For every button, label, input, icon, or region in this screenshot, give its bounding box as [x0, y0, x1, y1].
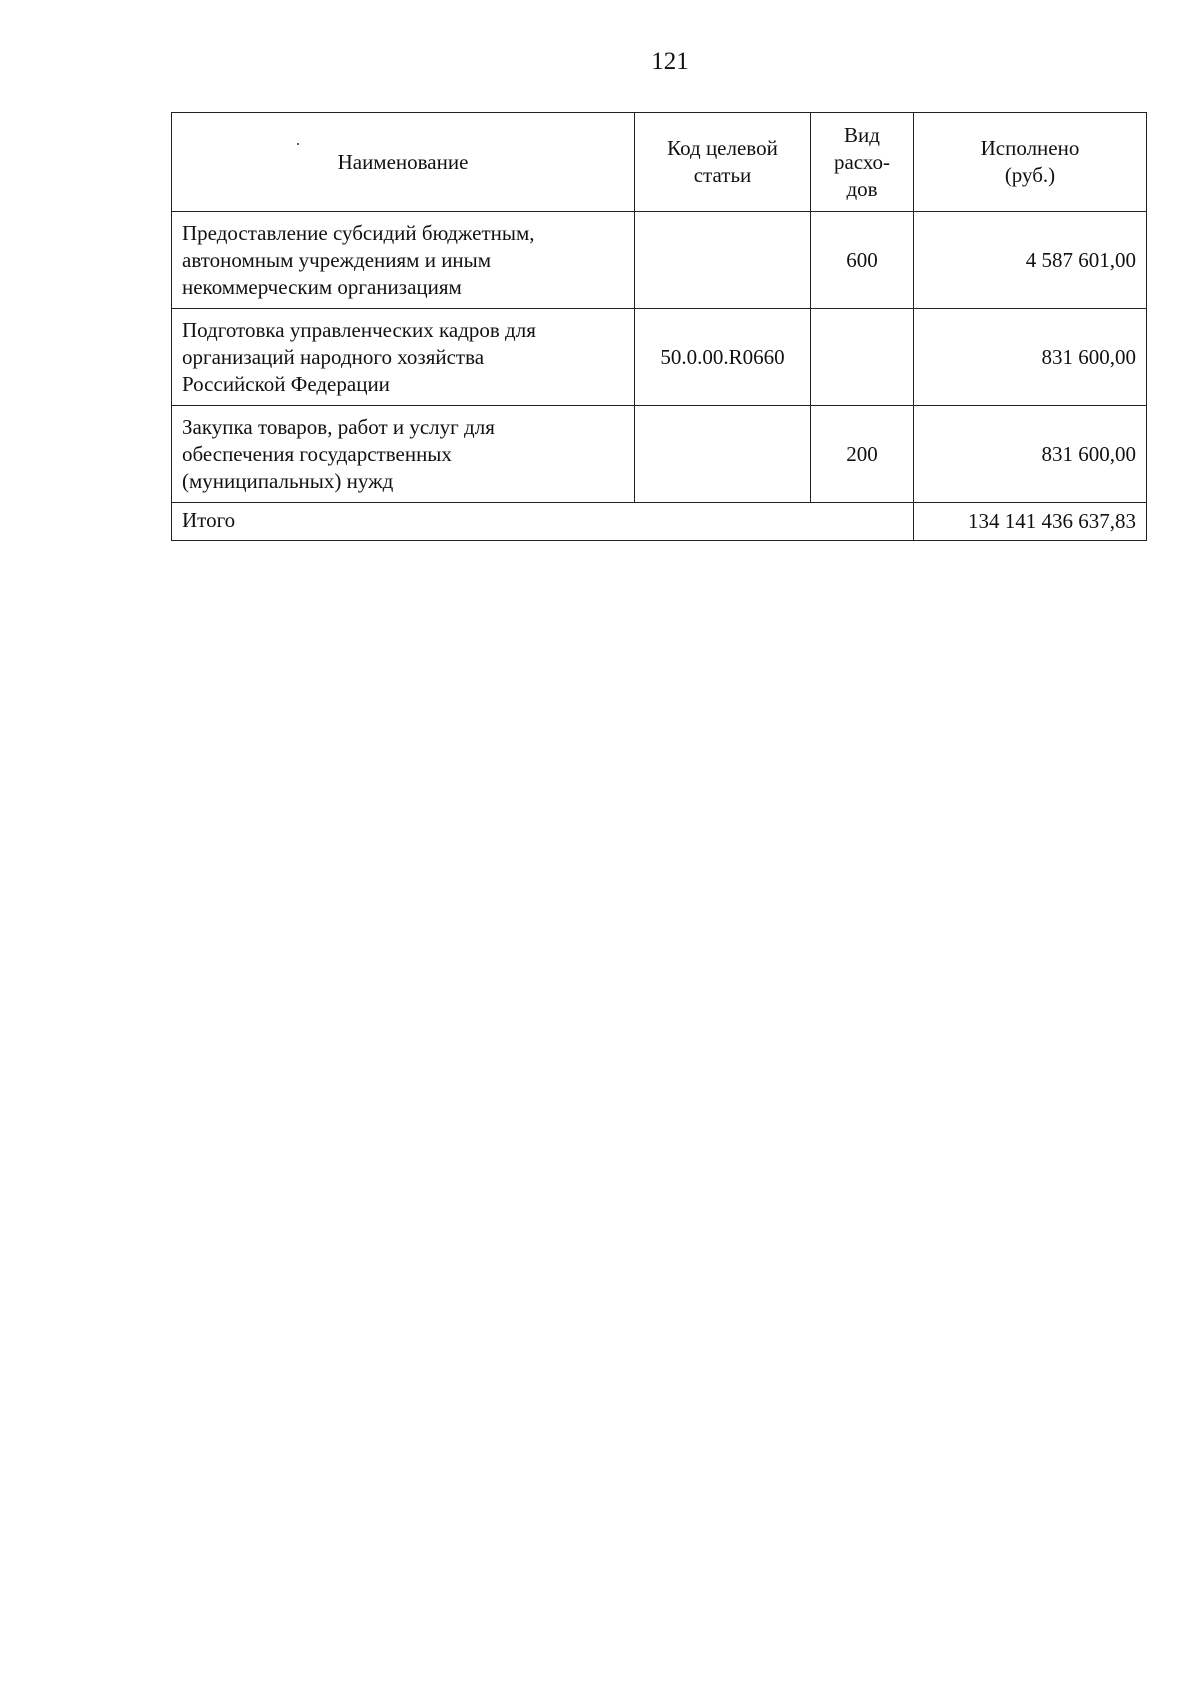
- row-code: 50.0.00.R0660: [635, 309, 811, 406]
- row-type: 600: [811, 212, 914, 309]
- row-code: [635, 406, 811, 503]
- row-code: [635, 212, 811, 309]
- row-name: Закупка товаров, работ и услуг для обеспечения государственных (муниципальных) нужд: [172, 406, 635, 503]
- table-header-row: [172, 113, 1147, 212]
- table-row: [172, 406, 1147, 503]
- row-name: Подготовка управленческих кадров для организаций народного хозяйства Российской Федерации: [172, 309, 635, 406]
- row-amount: 831 600,00: [914, 309, 1147, 406]
- row-name: Предоставление субсидий бюджетным, автономным учреждениям и иным некоммерческим организациям: [172, 212, 635, 309]
- budget-table: [171, 112, 1147, 541]
- row-type: [811, 309, 914, 406]
- header-name: Наименование: [172, 113, 635, 212]
- row-amount: 4 587 601,00: [914, 212, 1147, 309]
- header-code: Код целевой статьи: [635, 113, 811, 212]
- page-number: 121: [651, 48, 689, 75]
- header-amount: Исполнено (руб.): [914, 113, 1147, 212]
- header-type: Вид расхо- дов: [811, 113, 914, 212]
- table-row: [172, 212, 1147, 309]
- total-label: Итого: [172, 503, 914, 541]
- table-row: [172, 309, 1147, 406]
- total-amount: 134 141 436 637,83: [914, 503, 1147, 541]
- total-row: [172, 503, 1147, 541]
- row-type: 200: [811, 406, 914, 503]
- row-amount: 831 600,00: [914, 406, 1147, 503]
